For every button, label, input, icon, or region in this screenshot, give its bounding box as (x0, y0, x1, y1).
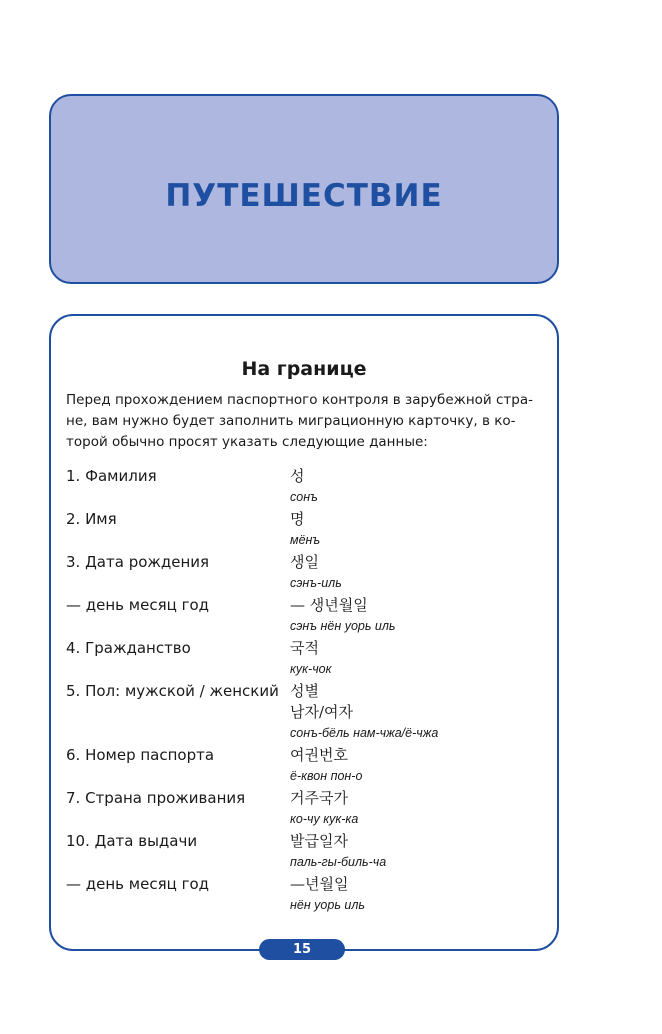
korean-term: 생일 (290, 553, 319, 571)
field-label: — день месяц год (66, 875, 210, 893)
korean-term: —년월일 (290, 875, 349, 893)
field-label: 5. Пол: мужской / женский (66, 682, 279, 700)
korean-term: — 생년월일 (290, 596, 368, 614)
field-label: 1. Фамилия (66, 467, 157, 485)
transliteration: паль-гы-биль-ча (290, 855, 387, 869)
field-label: 4. Гражданство (66, 639, 191, 657)
section-title: На границе (241, 358, 367, 380)
korean-term: 성별 (290, 682, 319, 700)
field-label: 2. Имя (66, 510, 117, 528)
field-label: 7. Страна проживания (66, 789, 246, 807)
field-label: — день месяц год (66, 596, 210, 614)
korean-term: 발급일자 (290, 832, 348, 850)
page-number-badge: 15 (259, 939, 345, 960)
field-label: 3. Дата рождения (66, 553, 210, 571)
intro-line: не, вам нужно будет заполнить миграционную карточку, в ко- (66, 413, 516, 429)
transliteration: сонъ (290, 490, 318, 504)
korean-term: 성 (290, 467, 305, 485)
transliteration: мёнъ (290, 533, 321, 547)
content-box (49, 314, 559, 951)
intro-paragraph (66, 390, 551, 453)
field-label: 10. Дата выдачи (66, 832, 198, 850)
transliteration: ё-квон пон-о (290, 769, 363, 783)
korean-term: 국적 (290, 639, 319, 657)
korean-term: 명 (290, 510, 305, 528)
korean-term: 여권번호 (290, 746, 348, 764)
transliteration: ко-чу кук-ка (290, 812, 359, 826)
transliteration: кук-чок (290, 662, 332, 676)
transliteration: нён уорь иль (290, 898, 365, 912)
chapter-header-box (49, 94, 559, 284)
intro-line: Перед прохождением паспортного контроля в зарубежной стра- (66, 392, 533, 408)
korean-term: 거주국가 (290, 789, 348, 807)
chapter-title: ПУТЕШЕСТВИЕ (165, 178, 443, 214)
korean-term-secondary: 남자/여자 (290, 703, 354, 721)
intro-line: торой обычно просят указать следующие данные: (66, 434, 428, 450)
transliteration: сэнъ нён уорь иль (290, 619, 396, 633)
field-label: 6. Номер паспорта (66, 746, 215, 764)
transliteration: сэнъ-иль (290, 576, 342, 590)
transliteration: сонъ-бёль нам-чжа/ё-чжа (290, 726, 439, 740)
